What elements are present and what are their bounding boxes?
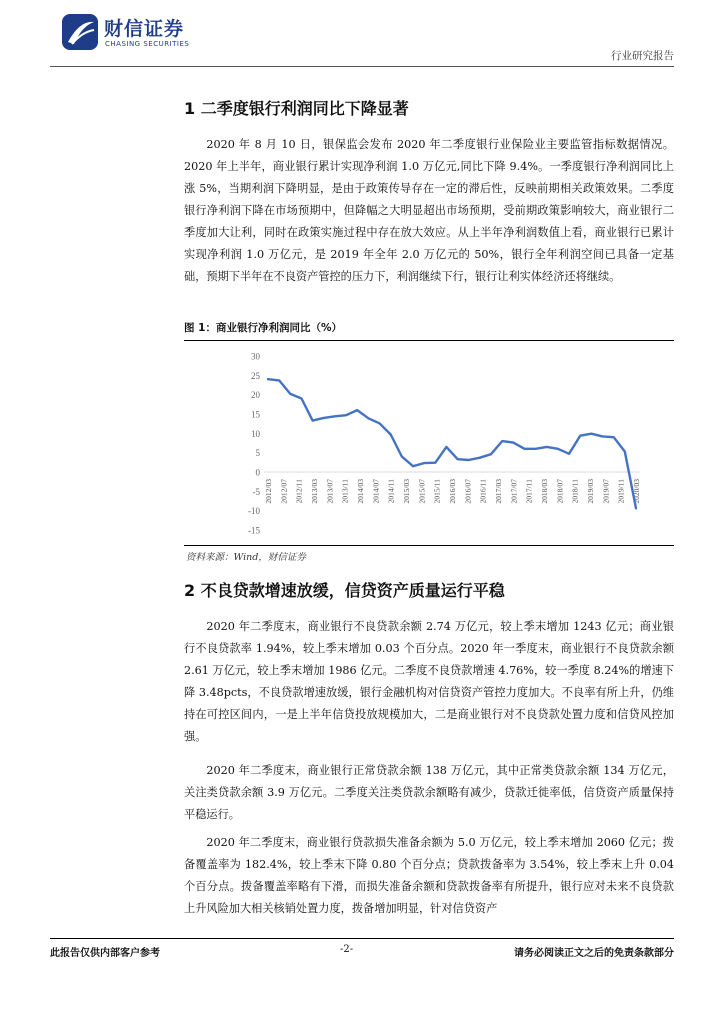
data-point [446, 446, 448, 448]
data-point [312, 420, 314, 422]
section-2-paragraph-3: 2020 年二季度末，商业银行贷款损失准备余额为 5.0 万亿元，较上季末增加 2060 亿元；拨备覆盖率为 182.4%，较上季末下降 0.80 个百分点；贷款拨备率为 3.54%，较上季末上升 0.04 个百分点。拨备覆盖率略有下滑，而损失准备余额和贷款拨备率有所提升，银行应对未来不良贷款上升风险加大相关核销处置力度，拨备增加明显，针对信贷资产 [184, 836, 674, 915]
y-tick-label: -15 [248, 525, 260, 536]
data-point [401, 456, 403, 458]
data-point [379, 422, 381, 424]
data-point [457, 458, 459, 460]
report-type-label: 行业研究报告 [611, 50, 674, 62]
data-point [468, 459, 470, 461]
y-tick-label: -10 [248, 506, 260, 517]
data-point [423, 462, 425, 464]
data-point [624, 451, 626, 453]
x-tick-label: 2013/07 [325, 479, 335, 504]
x-tick-label: 2016/11 [478, 479, 488, 504]
section-2-heading: 2 不良贷款增速放缓，信贷资产质量运行平稳 [184, 581, 505, 600]
y-tick-label: 30 [251, 351, 260, 362]
x-tick-label: 2012/07 [279, 479, 289, 504]
x-tick-label: 2015/07 [417, 479, 427, 504]
x-tick-label: 2019/03 [586, 479, 595, 504]
data-point [267, 378, 269, 380]
page-number: -2- [340, 944, 354, 955]
y-tick-label: 10 [251, 428, 260, 439]
x-tick-label: 2016/03 [448, 479, 457, 504]
data-point [390, 434, 392, 436]
figure-bottom-rule [184, 545, 674, 546]
section-2-paragraph-1: 2020 年二季度末，商业银行不良贷款余额 2.74 万亿元，较上季末增加 1243 亿元；商业银行不良贷款率 1.94%，较上季末增加 0.03 个百分点。2020 年一季度末，商业银行不良贷款余额 2.61 万亿元，较上季末增加 1986 亿元。二季度不良贷款增速 4.76%，较一季度 8.24%的增速下降 3.48pcts，不良贷款增速放缓，银行金融机构对信贷资产管控力度加大。不良率有所上升，仍维持在可控区间内，一是上半年信贷投放规模加大，二是商业银行对不良贷款处置力度和信贷风控加强。 [184, 620, 674, 743]
x-tick-label: 2013/11 [340, 479, 350, 504]
company-logo-mark [60, 12, 100, 52]
data-point [591, 433, 593, 435]
data-point [334, 416, 336, 418]
data-point [635, 508, 637, 510]
x-tick-label: 2017/11 [524, 479, 534, 504]
x-tick-label: 2017/07 [509, 479, 519, 504]
x-tick-label: 2014/07 [371, 479, 381, 504]
data-point [535, 448, 537, 450]
data-point [479, 457, 481, 459]
x-tick-label: 2018/03 [540, 479, 549, 504]
data-point [301, 398, 303, 400]
data-point [490, 453, 492, 455]
header-divider [50, 66, 674, 67]
section-1-heading: 1 二季度银行利润同比下降显著 [184, 99, 409, 118]
figure-top-rule [184, 340, 674, 341]
y-tick-label: 25 [251, 370, 260, 381]
y-tick-label: 0 [255, 467, 260, 478]
section-2-paragraph-2: 2020 年二季度末，商业银行正常贷款余额 138 万亿元，其中正常类贷款余额 134 万亿元，关注类贷款余额 3.9 万亿元。二季度关注类贷款余额略有减少，贷款迁徙率低，信贷资产质量保持平稳运行。 [184, 764, 674, 821]
logo-chinese-name: 财信证券 [104, 18, 185, 40]
y-tick-label: 20 [251, 390, 260, 401]
x-tick-label: 2015/03 [402, 479, 411, 504]
x-tick-label: 2019/07 [601, 479, 611, 504]
x-tick-label: 2017/03 [494, 479, 503, 504]
data-point [546, 446, 548, 448]
data-point [557, 448, 559, 450]
x-tick-label: 2015/11 [432, 479, 442, 504]
data-point [602, 436, 604, 438]
data-point [412, 465, 414, 467]
data-point [613, 436, 615, 438]
footer-disclaimer-right: 请务必阅读正文之后的免责条款部分 [514, 948, 674, 959]
net-profit-yoy-chart [184, 344, 674, 544]
x-tick-label: 2020/03 [632, 479, 641, 504]
section-1-paragraph: 2020 年 8 月 10 日，银保监会发布 2020 年二季度银行业保险业主要监管指标数据情况。2020 年上半年，商业银行累计实现净利润 1.0 万亿元,同比下降 9.4%。一季度银行净利润同比上涨 5%，当期利润下降明显，是由于政策传导存在一定的滞后性，反映前期相关政策效果。二季度银行净利润下降在市场预期中，但降幅之大明显超出市场预期，受前期政策影响较大，商业银行二季度加大让利，同时在政策实施过程中存在放大效应。从上半年净利润数值上看，商业银行已累计实现净利润 1.0 万亿元，是 2019 年全年 2.0 万亿元的 50%，银行全年利润空间已具备一定基础，预期下半年在不良资产管控的压力下，利润继续下行，银行让利实体经济还将继续。 [184, 138, 674, 283]
data-point [513, 442, 515, 444]
x-tick-label: 2018/07 [555, 479, 565, 504]
x-tick-label: 2012/11 [294, 479, 304, 504]
data-point [323, 417, 325, 419]
footer-divider [50, 938, 674, 939]
data-point [579, 435, 581, 437]
x-tick-label: 2016/07 [463, 479, 473, 504]
data-point [345, 414, 347, 416]
data-point [368, 417, 370, 419]
y-tick-label: 15 [251, 409, 260, 420]
x-tick-label: 2013/03 [310, 479, 319, 504]
x-tick-label: 2014/11 [386, 479, 396, 504]
x-tick-label: 2019/11 [616, 479, 626, 504]
data-point [524, 448, 526, 450]
data-point [290, 393, 292, 395]
footer-disclaimer-left: 此报告仅供内部客户参考 [50, 948, 160, 959]
logo-english-name: CHASING SECURITIES [105, 40, 190, 48]
data-point [278, 380, 280, 382]
data-point [568, 453, 570, 455]
data-point [434, 462, 436, 464]
data-point [356, 409, 358, 411]
y-tick-label: -5 [252, 486, 260, 497]
x-tick-label: 2012/03 [264, 479, 273, 504]
figure-1-title: 图 1：商业银行净利润同比（%） [184, 322, 342, 334]
x-tick-label: 2018/11 [570, 479, 580, 504]
figure-source-note: 资料来源：Wind，财信证券 [186, 552, 306, 563]
y-tick-label: 5 [255, 448, 260, 459]
data-point [501, 440, 503, 442]
x-tick-label: 2014/03 [356, 479, 365, 504]
company-logo [60, 12, 200, 52]
